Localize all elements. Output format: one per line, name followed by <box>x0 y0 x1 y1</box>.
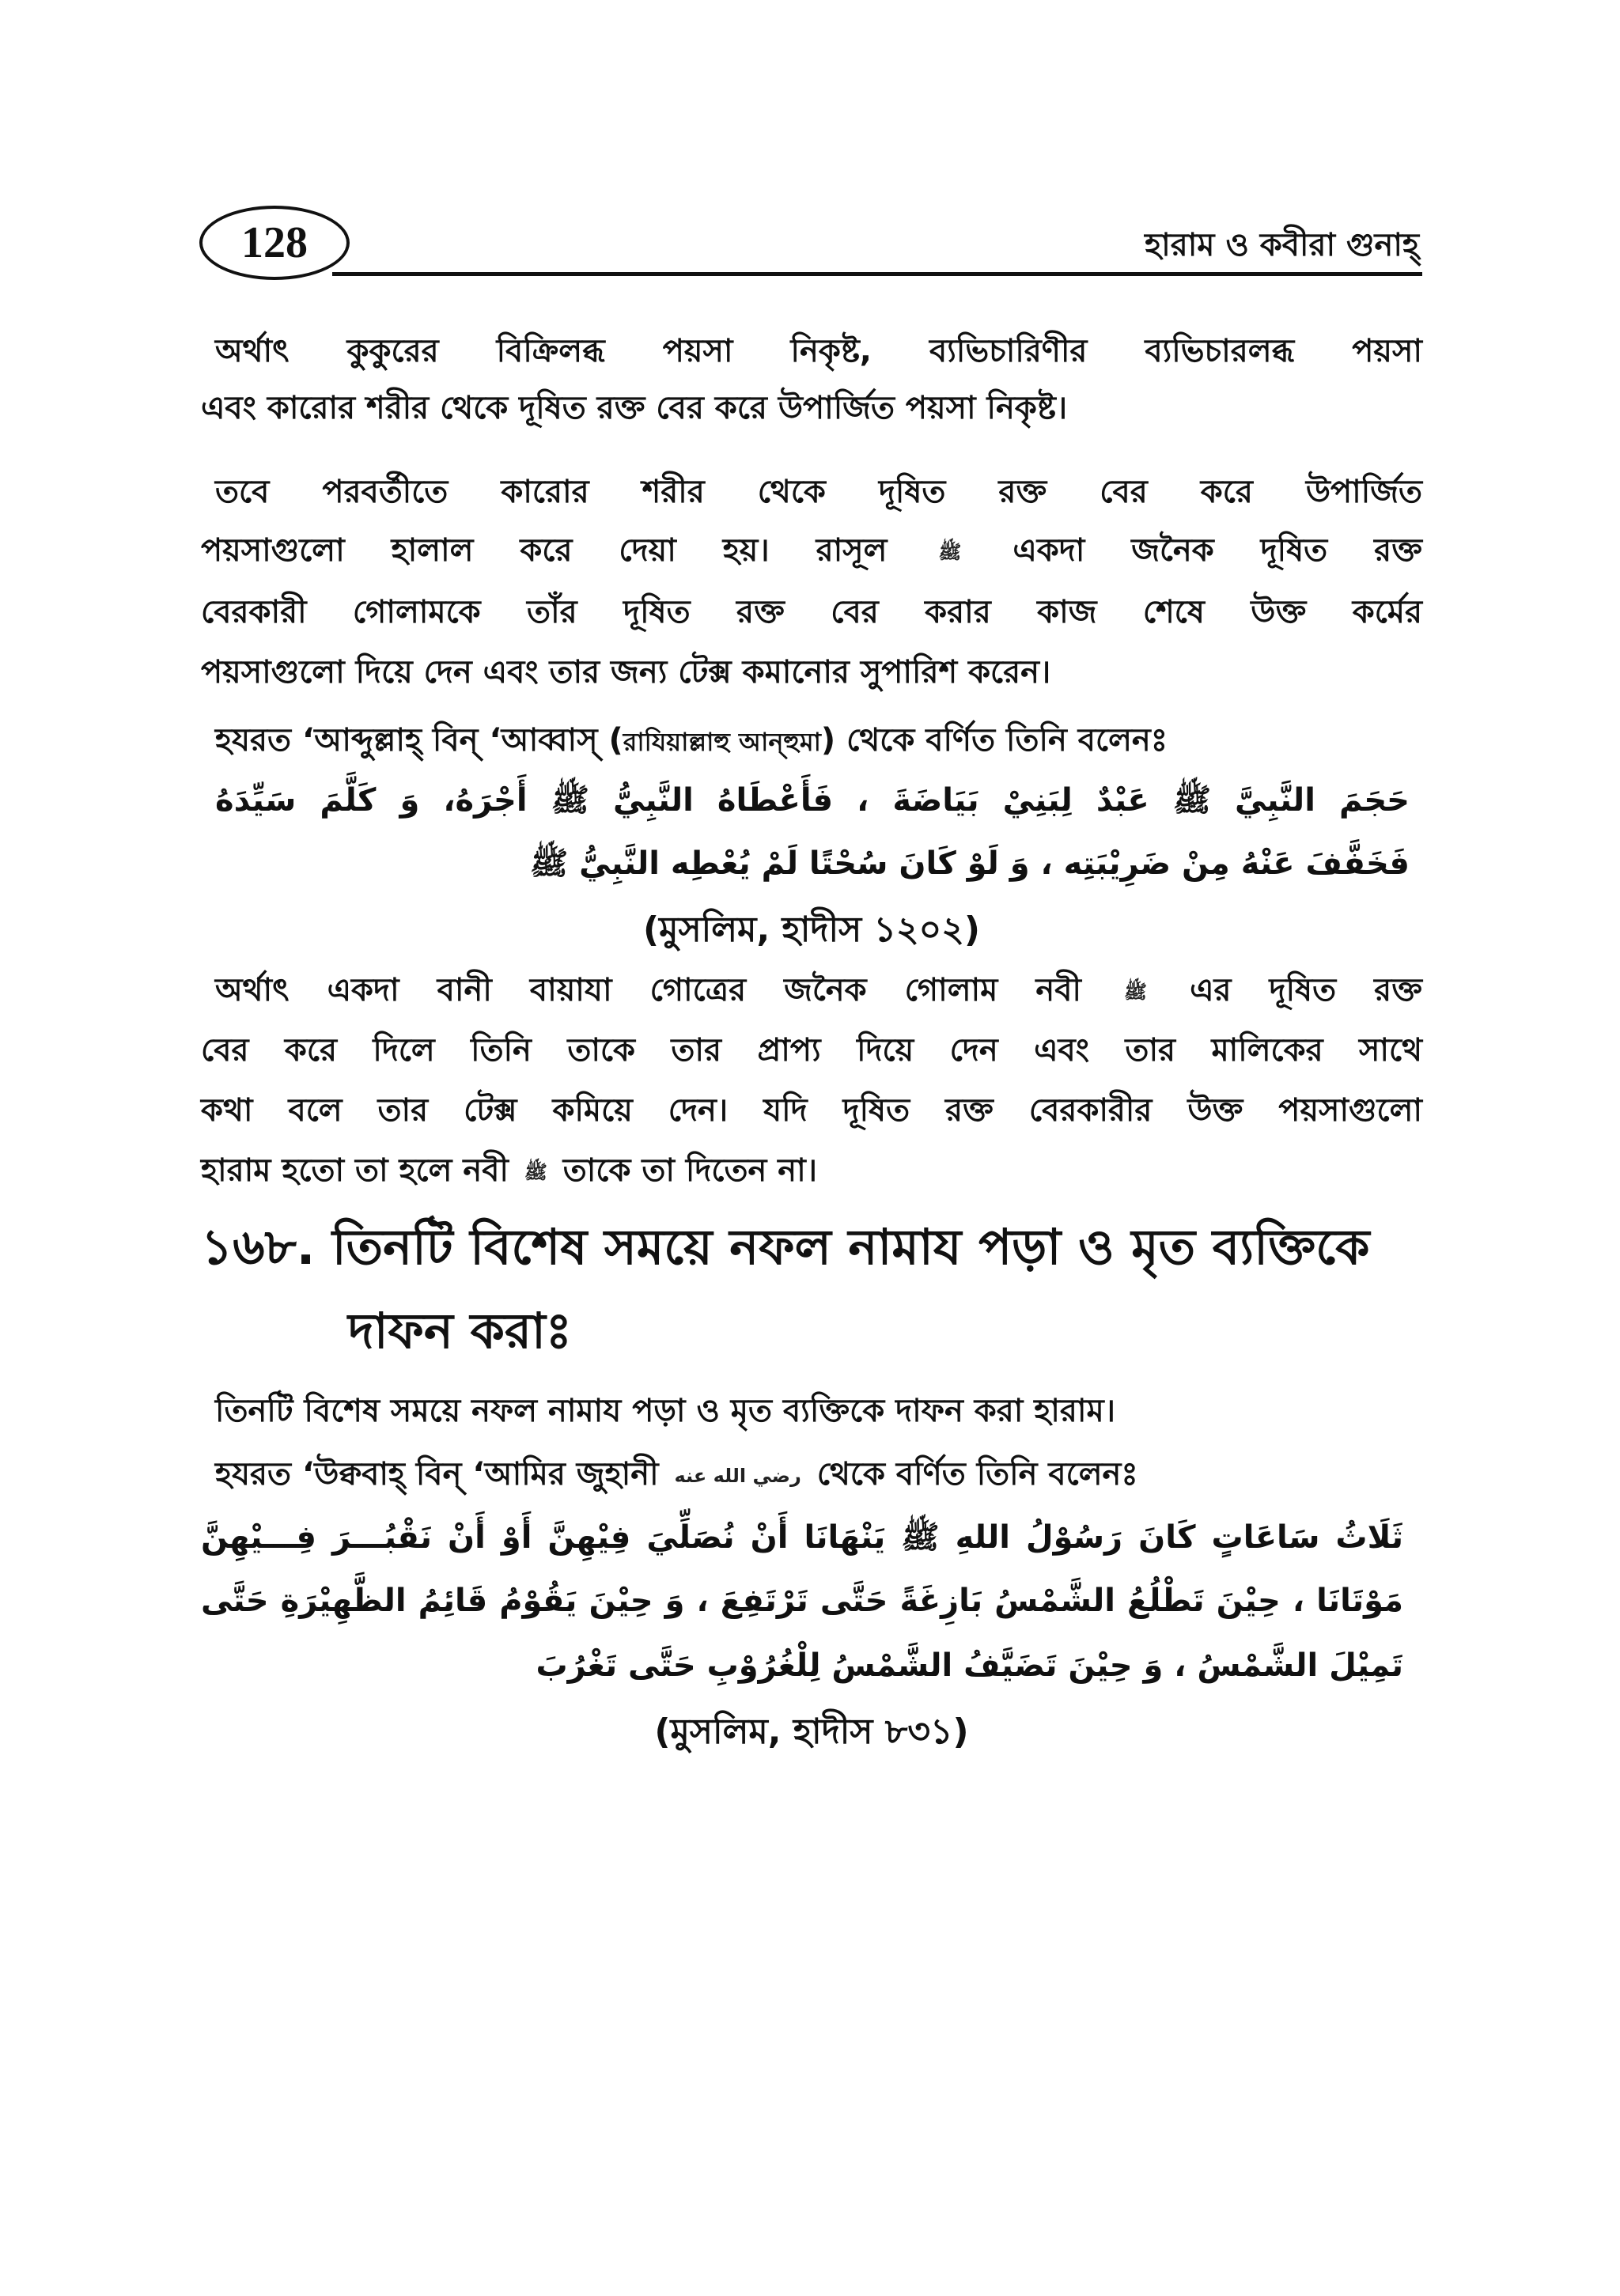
arabic-hadith-1-line-2: فَخَفَّفَ عَنْهُ مِنْ ضَرِيْبَتِه ، وَ لَوْ كَانَ سُحْتًا لَمْ يُعْطِه النَّبِيُّ ﷺ <box>529 845 1410 882</box>
paragraph-4-line-4-text-b: তাকে তা দিতেন না। <box>562 1152 818 1189</box>
paragraph-6-text-a: হযরত ‘উক্ববাহ্ বিন্ ‘আমির জুহানী <box>215 1456 659 1492</box>
arabic-hadith-2-line-3: تَمِيْلَ الشَّمْسُ ، وَ حِيْنَ تَضَيَّفُ الشَّمْسُ لِلْغُرُوْبِ حَتَّى تَغْرُبَ <box>536 1647 1403 1684</box>
radiyallahu-honorific-icon: رضي الله عنه <box>674 1464 801 1487</box>
paragraph-2-line-3: বেরকারী গোলামকে তাঁর দূষিত রক্ত বের করার কাজ শেষে উক্ত কর্মের <box>201 594 1422 630</box>
section-heading-line-2: দাফন করাঃ <box>348 1302 572 1360</box>
paragraph-6-text-b: থেকে বর্ণিত তিনি বলেনঃ <box>816 1456 1138 1492</box>
paragraph-1-line-1: অর্থাৎ কুকুরের বিক্রিলব্ধ পয়সা নিকৃষ্ট, ব্যভিচারিণীর ব্যভিচারলব্ধ পয়সা <box>215 333 1422 369</box>
paragraph-2-line-1: তবে পরবর্তীতে কারোর শরীর থেকে দূষিত রক্ত বের করে উপার্জিত <box>215 474 1422 510</box>
hadith-reference-1: (মুসলিম, হাদীস ১২০২) <box>643 910 980 950</box>
paragraph-3-text-a: হযরত ‘আব্দুল্লাহ্ বিন্ ‘আব্বাস্ ( <box>215 722 623 758</box>
paragraph-4-line-3: কথা বলে তার টেক্স কমিয়ে দেন। যদি দূষিত রক্ত বেরকারীর উক্ত পয়সাগুলো <box>201 1092 1422 1129</box>
hadith-reference-2: (মুসলিম, হাদীস ৮৩১) <box>654 1712 969 1752</box>
arabic-hadith-1-line-1: حَجَمَ النَّبِيَّ ﷺ عَبْدٌ لِبَنِيْ بَيَاضَةَ ، فَأَعْطَاهُ النَّبِيُّ ﷺ أَجْرَهُ، وَ كَلَّمَ سَيِّدَهُ <box>215 782 1410 819</box>
section-heading-line-1: ১৬৮. তিনটি বিশেষ সময়ে নফল নামায পড়া ও মৃত ব্যক্তিকে <box>201 1218 1370 1276</box>
page-number-text: 128 <box>241 218 308 267</box>
paragraph-2-line-2-text-a: পয়সাগুলো হালাল করে দেয়া হয়। রাসূল <box>201 532 888 569</box>
salawat-honorific-icon: ﷺ <box>938 540 962 563</box>
paragraph-2-line-2 <box>201 531 1422 569</box>
paragraph-3 <box>215 721 1168 759</box>
paragraph-4-line-4-text-a: হারাম হতো তা হলে নবী <box>201 1152 509 1189</box>
paragraph-1-line-2: এবং কারোর শরীর থেকে দূষিত রক্ত বের করে উপার্জিত পয়সা নিকৃষ্ট। <box>201 390 1068 426</box>
paragraph-2-line-4: পয়সাগুলো দিয়ে দেন এবং তার জন্য টেক্স কমানোর সুপারিশ করেন। <box>201 654 1051 690</box>
paragraph-3-honorific-text: রাযিয়াল্লাহু আন্হুমা <box>623 727 821 757</box>
paragraph-4-line-4 <box>201 1152 817 1190</box>
salawat-honorific-icon: ﷺ <box>1124 980 1148 1003</box>
page-number <box>199 206 350 280</box>
paragraph-6 <box>215 1455 1138 1493</box>
running-header-title: হারাম ও কবীরা গুনাহ্ <box>1145 227 1419 263</box>
paragraph-3-text-c: ) থেকে বর্ণিত তিনি বলেনঃ <box>820 722 1168 758</box>
arabic-hadith-2-line-1: ثَلَاثُ سَاعَاتٍ كَانَ رَسُوْلُ اللهِ ﷺ يَنْهَانَا أَنْ نُصَلِّيَ فِيْهِنَّ أَوْ أَنْ نَقْبُـــرَ فِـــيْهِنَّ <box>201 1519 1403 1556</box>
salawat-honorific-icon: ﷺ <box>524 1160 547 1183</box>
paragraph-4-line-1-text-b: এর দূষিত রক্ত <box>1190 972 1422 1008</box>
paragraph-5: তিনটি বিশেষ সময়ে নফল নামায পড়া ও মৃত ব্যক্তিকে দাফন করা হারাম। <box>215 1393 1115 1429</box>
paragraph-4-line-1 <box>215 971 1422 1009</box>
paragraph-2-line-2-text-b: একদা জনৈক দূষিত রক্ত <box>1012 532 1422 569</box>
paragraph-4-line-2: বের করে দিলে তিনি তাকে তার প্রাপ্য দিয়ে দেন এবং তার মালিকের সাথে <box>201 1032 1422 1069</box>
arabic-hadith-2-line-2: مَوْتَانَا ، حِيْنَ تَطْلُعُ الشَّمْسُ بَازِغَةً حَتَّى تَرْتَفِعَ ، وَ حِيْنَ يَقُوْمُ قَائِمُ الظَّهِيْرَةِ حَتَّى <box>201 1583 1403 1619</box>
paragraph-4-line-1-text-a: অর্থাৎ একদা বানী বায়াযা গোত্রের জনৈক গোলাম নবী <box>215 972 1081 1008</box>
